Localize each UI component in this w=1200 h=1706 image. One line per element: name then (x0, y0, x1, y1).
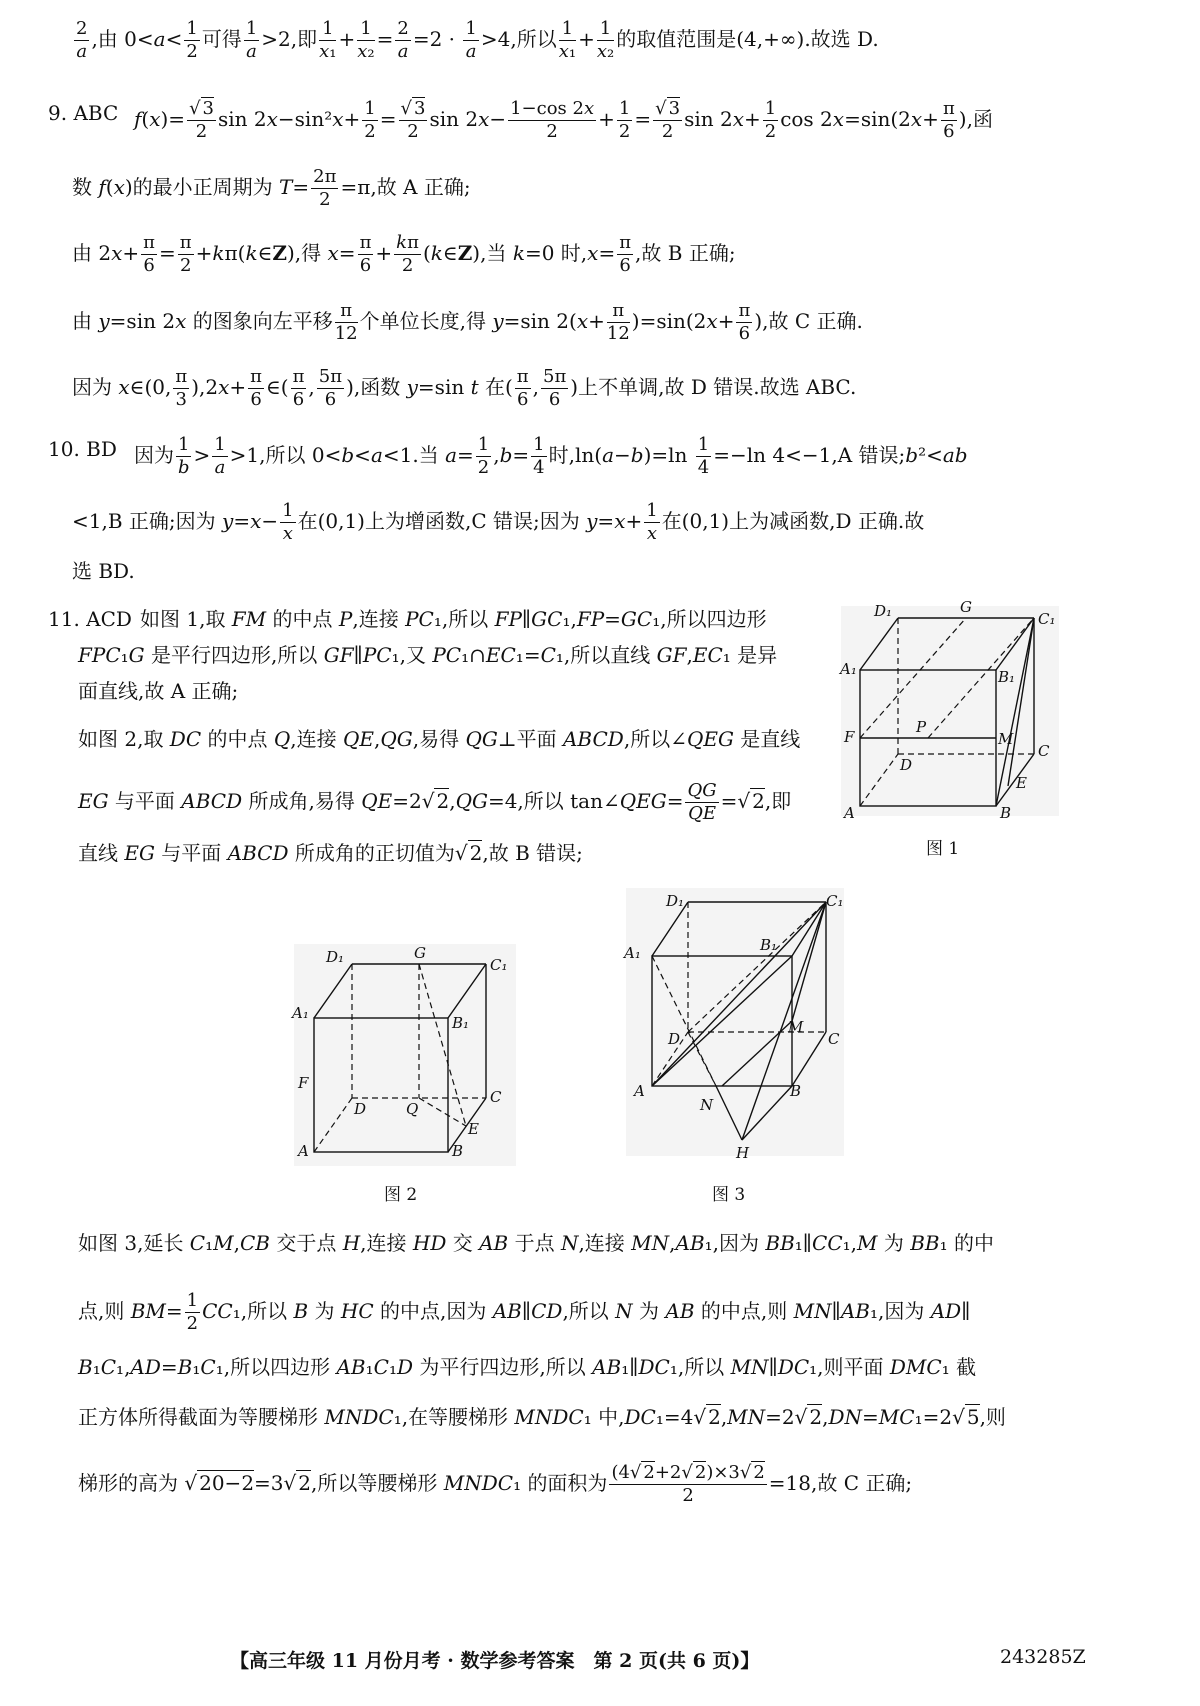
svg-text:E: E (468, 1120, 479, 1138)
svg-text:B₁: B₁ (998, 668, 1016, 686)
figure-1-caption: 图 1 (926, 839, 960, 859)
svg-text:C: C (828, 1030, 840, 1048)
svg-text:C₁: C₁ (826, 892, 844, 910)
svg-text:M: M (788, 1018, 804, 1036)
footer-code: 243285Z (1000, 1646, 1086, 1668)
svg-text:C₁: C₁ (1038, 610, 1056, 628)
svg-text:B: B (452, 1142, 464, 1160)
q11-label: 11. ACD (48, 607, 132, 631)
q9-label: 9. ABC (48, 101, 119, 125)
svg-text:D₁: D₁ (666, 892, 685, 910)
svg-text:C: C (1038, 742, 1050, 760)
svg-text:P: P (916, 718, 927, 736)
svg-text:B₁: B₁ (760, 936, 778, 954)
svg-text:B₁: B₁ (452, 1014, 470, 1032)
svg-text:A: A (634, 1082, 645, 1100)
page-footer (0, 1640, 1200, 1680)
svg-text:N: N (700, 1096, 714, 1114)
svg-text:D₁: D₁ (326, 948, 345, 966)
svg-text:A₁: A₁ (624, 944, 641, 962)
svg-text:M: M (998, 730, 1014, 748)
svg-text:D: D (900, 756, 913, 774)
svg-text:Q: Q (406, 1100, 419, 1118)
svg-text:B: B (790, 1082, 802, 1100)
q9-formula: f(x)= $\frac{√ 3}{2}$ sin 2x−sin²x+ $\frac{1}{2}$ = $\frac{√ 3}{2}$ sin 2x− $\frac{1-\cos 2x}{2}$ + $\frac{1}{2}$ = $\frac{√ 3}{2}$ sin 2x+ $\frac{1}{2}$ cos 2x=sin(2x+ $\frac{\pi}{6}$ ),函 (134, 98, 993, 142)
q10-label: 10. BD (48, 437, 117, 461)
svg-text:A: A (844, 804, 855, 822)
figure-1 (836, 596, 1066, 826)
svg-text:D: D (354, 1100, 367, 1118)
svg-text:H: H (736, 1144, 750, 1162)
figure-3 (620, 884, 850, 1164)
footer-title: 【高三年级 11 月份月考 · 数学参考答案 第 2 页(共 6 页)】 (230, 1650, 760, 1672)
svg-text:E: E (1016, 774, 1027, 792)
svg-text:C: C (490, 1088, 502, 1106)
svg-text:A₁: A₁ (840, 660, 857, 678)
svg-text:D: D (668, 1030, 681, 1048)
svg-text:A₁: A₁ (292, 1004, 309, 1022)
figure-3-caption: 图 3 (712, 1185, 746, 1205)
svg-text:C₁: C₁ (490, 956, 508, 974)
svg-text:A: A (298, 1142, 309, 1160)
svg-text:B: B (1000, 804, 1012, 822)
svg-text:G: G (960, 598, 972, 616)
math-line-1: $\frac{2}{a}$ ,由 0<a< $\frac{1}{2}$ 可得 $\frac{1}{a}$ >2,即 $\frac{1}{\text{x₁}}$ + $\frac{1}{\text{x₂}}$ = $\frac{2}{a}$ =2 · $\frac{1}{a}$ >4,所以 $\frac{1}{\text{x₁}}$ + $\frac{1}{\text{x₂}}$ 的取值范围是(4,+∞).故选 D. (76, 18, 879, 62)
figure-2-caption: 图 2 (384, 1185, 418, 1205)
svg-text:G: G (414, 944, 426, 962)
svg-text:F: F (844, 728, 855, 746)
figure-2 (290, 938, 520, 1170)
svg-text:F: F (298, 1074, 309, 1092)
svg-text:D₁: D₁ (874, 602, 893, 620)
